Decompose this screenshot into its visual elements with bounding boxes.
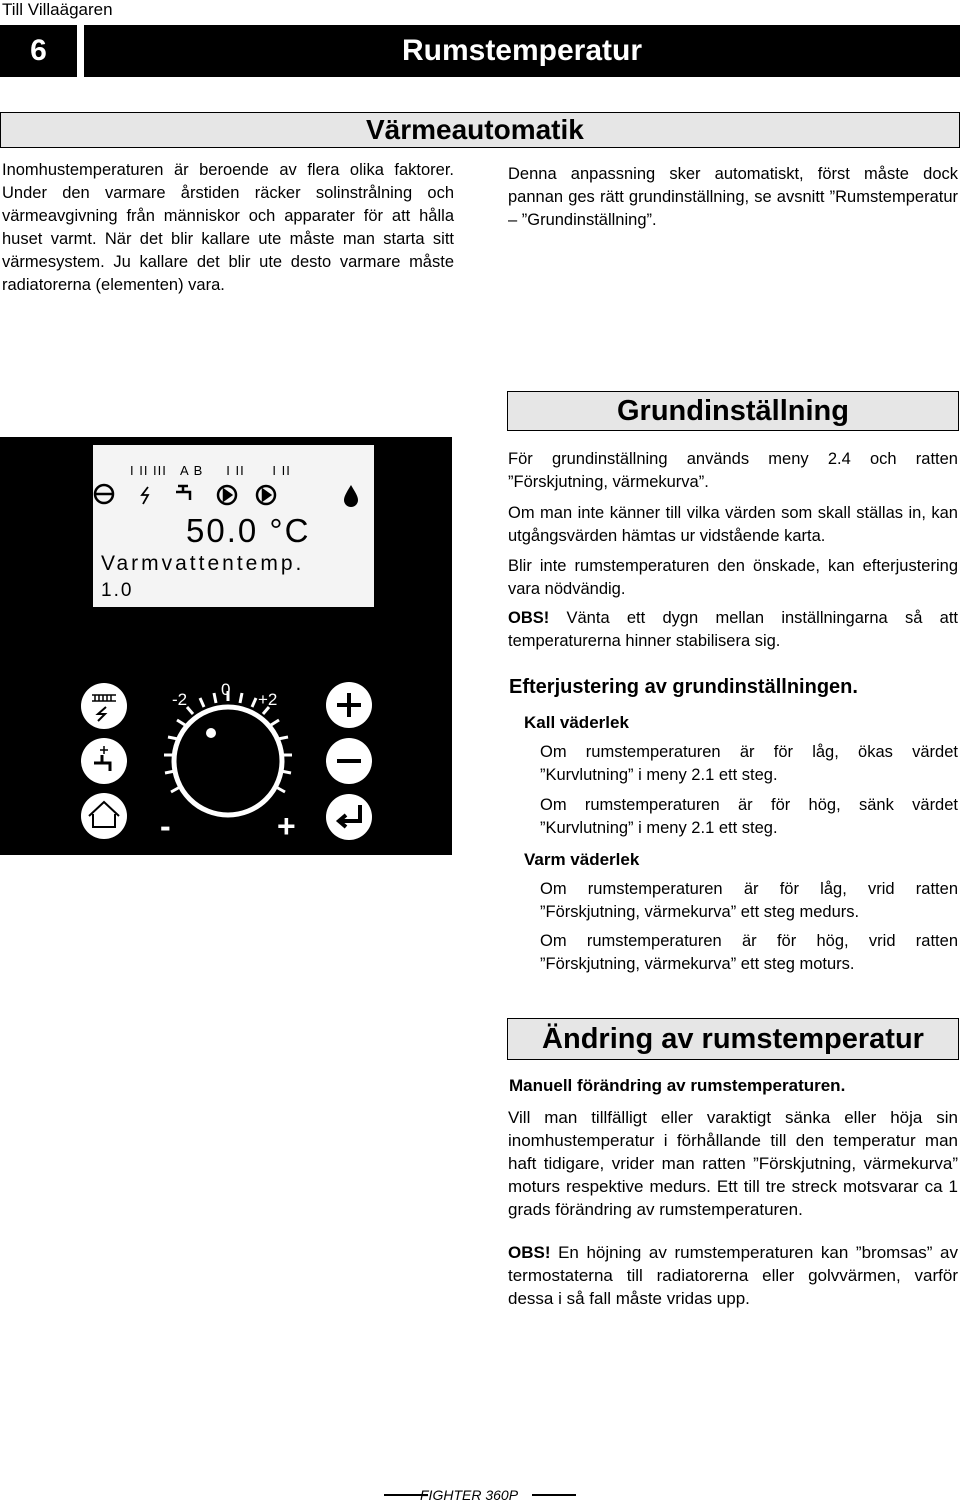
lcd-indicator-labels: I II III A B I II I II — [130, 463, 291, 478]
dial-minus-label: - — [160, 808, 171, 844]
dial-plus-label: + — [277, 808, 296, 844]
kall-vaderlek-heading: Kall väderlek — [524, 713, 629, 732]
obs-text: Vänta ett dygn mellan inställningarna så att temperaturerna hinner stabilisera sig. — [508, 609, 958, 650]
dial-label-zero: 0 — [221, 680, 231, 699]
section-heading-text: Värmeautomatik — [366, 114, 584, 145]
kall-paragraph-1: Om rumstemperaturen är för låg, ökas värdet ”Kurvlutning” i meny 2.1 ett steg. — [540, 743, 958, 784]
andring-obs-paragraph — [508, 1241, 958, 1310]
lcd-icons — [95, 485, 358, 507]
lcd-temperature: 50.0 °C — [186, 512, 311, 549]
chapter-number: 6 — [0, 25, 77, 77]
obs-label: OBS! — [508, 609, 550, 627]
enter-button — [326, 794, 372, 840]
tap-water-icon — [176, 486, 190, 500]
grund-paragraph-1: För grundinställning används meny 2.4 och ratten ”Förskjutning, värmekurva”. — [508, 450, 958, 491]
footer-model: FIGHTER 360P — [420, 1487, 519, 1503]
chapter-title — [84, 25, 960, 77]
grund-obs-paragraph — [508, 607, 958, 653]
obs-label: OBS! — [508, 1243, 551, 1262]
section-heading-varmeautomatik — [0, 112, 960, 148]
varme-left-paragraph: Inomhustemperaturen är beroende av flera olika faktorer. Under den varmare årstiden räcker solinstrålning och värmeavgivning från människor och apparater för att hålla huset varmt. När det blir kallare ute måste man starta sitt värmesystem. Ju kallare det blir ute desto varmare måste radiatorerna (elementen) vara. — [2, 161, 454, 294]
lcd-menu-number: 1.0 — [101, 580, 134, 601]
chapter-title-text: Rumstemperatur — [401, 34, 643, 67]
varm-paragraph-1: Om rumstemperaturen är för låg, vrid ratten ”Förskjutning, värmekurva” ett steg medurs. — [540, 880, 958, 921]
kall-paragraph-2: Om rumstemperaturen är för hög, sänk värdet ”Kurvlutning” i meny 2.1 ett steg. — [540, 796, 958, 837]
panel-graphics — [0, 437, 452, 857]
left-buttons — [81, 683, 127, 839]
section-heading-andring: Ändring av rumstemperatur — [507, 1018, 959, 1060]
dial-knob — [174, 707, 282, 815]
grund-paragraph-2: Om man inte känner till vilka värden som skall ställas in, kan utgångsvärden hämtas ur vidstående karta. — [508, 504, 958, 545]
dial-label-min: -2 — [172, 690, 188, 709]
varm-paragraph-2: Om rumstemperaturen är för hög, vrid ratten ”Förskjutning, värmekurva” ett steg moturs. — [540, 932, 958, 973]
section-heading-grundinstallning: Grundinställning — [507, 391, 959, 431]
lcd-label: Varmvattentemp. — [101, 552, 305, 575]
varme-right-paragraph: Denna anpassning sker automatiskt, först måste dock pannan ges rätt grundinställning, se avsnitt ”Rumstemperatur – ”Grundinställning”. — [508, 165, 958, 229]
electric-heater-icon — [142, 487, 148, 504]
footer-rule-right — [532, 1494, 576, 1496]
running-header: Till Villaägaren — [2, 0, 113, 19]
obs-text: En höjning av rumstemperaturen kan ”bromsas” av termostaterna till radiatorerna eller golvvärmen, varför dessa i så fall måste vridas upp. — [508, 1243, 958, 1308]
dial-label-max: +2 — [258, 690, 278, 709]
varm-vaderlek-heading: Varm väderlek — [524, 850, 640, 869]
dial-indicator — [206, 728, 216, 738]
andring-paragraph: Vill man tillfälligt eller varaktigt sänka eller höja sin inomhustemperatur i förhållande till den temperatur man haft tidigare, vrider man ratten ”Förskjutning, värmekurva” moturs respektive medurs. Ett till tre streck motsvarar ca 1 grads förändring av rumstemperaturen. — [508, 1108, 958, 1219]
hot-water-button — [81, 738, 127, 784]
house-button — [81, 793, 127, 839]
heating-mode-button — [81, 683, 127, 729]
flame-icon — [344, 485, 358, 507]
efterjustering-heading: Efterjustering av grundinställningen. — [509, 676, 858, 698]
manuell-heading: Manuell förändring av rumstemperaturen. — [509, 1076, 846, 1095]
grund-paragraph-3: Blir inte rumstemperaturen den önskade, kan efterjustering vara nödvändig. — [508, 557, 958, 598]
right-buttons — [326, 682, 372, 840]
